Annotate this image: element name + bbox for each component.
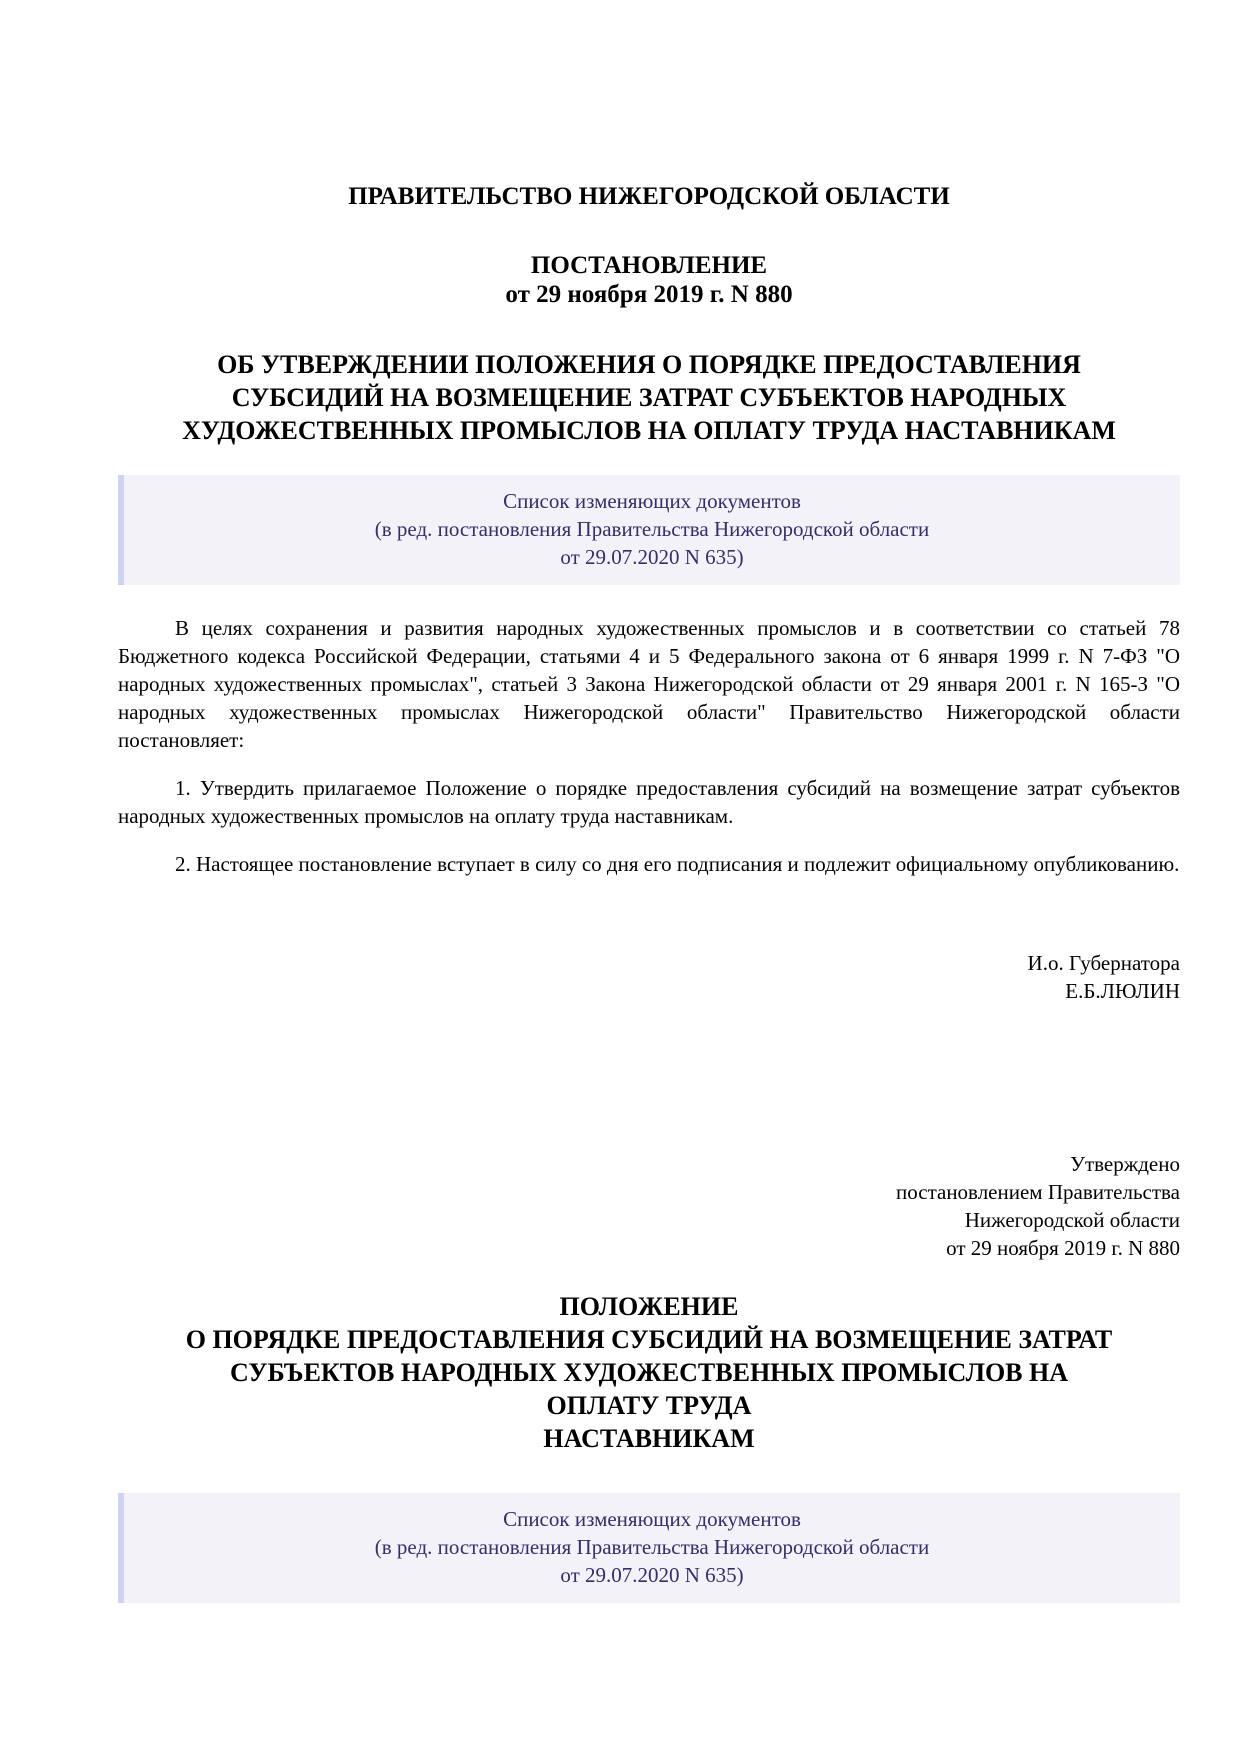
regulation-title-line: СУБЪЕКТОВ НАРОДНЫХ ХУДОЖЕСТВЕННЫХ ПРОМЫСЛОВ НА: [229, 1358, 1069, 1387]
organization-name: ПРАВИТЕЛЬСТВО НИЖЕГОРОДСКОЙ ОБЛАСТИ: [348, 183, 950, 210]
amendments-box-2: [118, 1493, 1180, 1603]
amendments-date: от 29.07.2020 N 635): [560, 545, 744, 569]
regulation-title-line: НАСТАВНИКАМ: [543, 1424, 755, 1453]
preamble-paragraph: В целях сохранения и развития народных художественных промыслов и в соответствии со статьей 78 Бюджетного кодекса Российской Федерации, статьями 4 и 5 Федерального закона от 6 января 1999 г. N 7-ФЗ "О народных художественных промыслах", статьей 3 Закона Нижегородской области от 29 января 2001 г. N 165-З "О народных художественных промыслах Нижегородской области" Правительство Нижегородской области постановляет:: [118, 616, 1180, 752]
document-title: [118, 348, 1180, 447]
document-date-number: от 29 ноября 2019 г. N 880: [505, 281, 793, 308]
document-type: ПОСТАНОВЛЕНИЕ: [530, 252, 768, 279]
signatory-position: И.о. Губернатора: [1027, 951, 1180, 975]
title-line: СУБСИДИЙ НА ВОЗМЕЩЕНИЕ ЗАТРАТ СУБЪЕКТОВ НАРОДНЫХ: [231, 383, 1067, 412]
title-line: ОБ УТВЕРЖДЕНИИ ПОЛОЖЕНИЯ О ПОРЯДКЕ ПРЕДОСТАВЛЕНИЯ: [217, 350, 1081, 379]
approval-stamp: [118, 1150, 1180, 1262]
amendments-date: от 29.07.2020 N 635): [560, 1563, 744, 1587]
regulation-title-line: ПОЛОЖЕНИЕ: [559, 1292, 739, 1321]
document-header: [118, 182, 1180, 211]
regulation-title-line: О ПОРЯДКЕ ПРЕДОСТАВЛЕНИЯ СУБСИДИЙ НА ВОЗМЕЩЕНИЕ ЗАТРАТ: [185, 1325, 1113, 1354]
amendments-heading: Список изменяющих документов: [503, 489, 801, 513]
signatory-name: Е.Б.ЛЮЛИН: [1065, 979, 1180, 1003]
regulation-title-line: ОПЛАТУ ТРУДА: [546, 1391, 752, 1420]
amendments-reference: (в ред. постановления Правительства Нижегородской области: [374, 517, 930, 541]
title-line: ХУДОЖЕСТВЕННЫХ ПРОМЫСЛОВ НА ОПЛАТУ ТРУДА НАСТАВНИКАМ: [182, 416, 1116, 445]
document-body: [118, 614, 1180, 878]
amendments-reference: (в ред. постановления Правительства Нижегородской области: [374, 1535, 930, 1559]
amendments-box: [118, 475, 1180, 585]
approval-line: Нижегородской области: [964, 1208, 1180, 1232]
item-1-paragraph: 1. Утвердить прилагаемое Положение о порядке предоставления субсидий на возмещение затрат субъектов народных художественных промыслов на оплату труда наставникам.: [118, 776, 1180, 828]
item-2-paragraph: 2. Настоящее постановление вступает в силу со дня его подписания и подлежит официальному опубликованию.: [175, 852, 1180, 876]
amendments-heading: Список изменяющих документов: [503, 1507, 801, 1531]
document-type-block: [118, 251, 1180, 309]
regulation-title: [118, 1290, 1180, 1455]
approval-line: постановлением Правительства: [895, 1180, 1180, 1204]
approval-line: от 29 ноября 2019 г. N 880: [946, 1236, 1180, 1260]
approval-line: Утверждено: [1070, 1152, 1180, 1176]
signature-block: [118, 949, 1180, 1005]
